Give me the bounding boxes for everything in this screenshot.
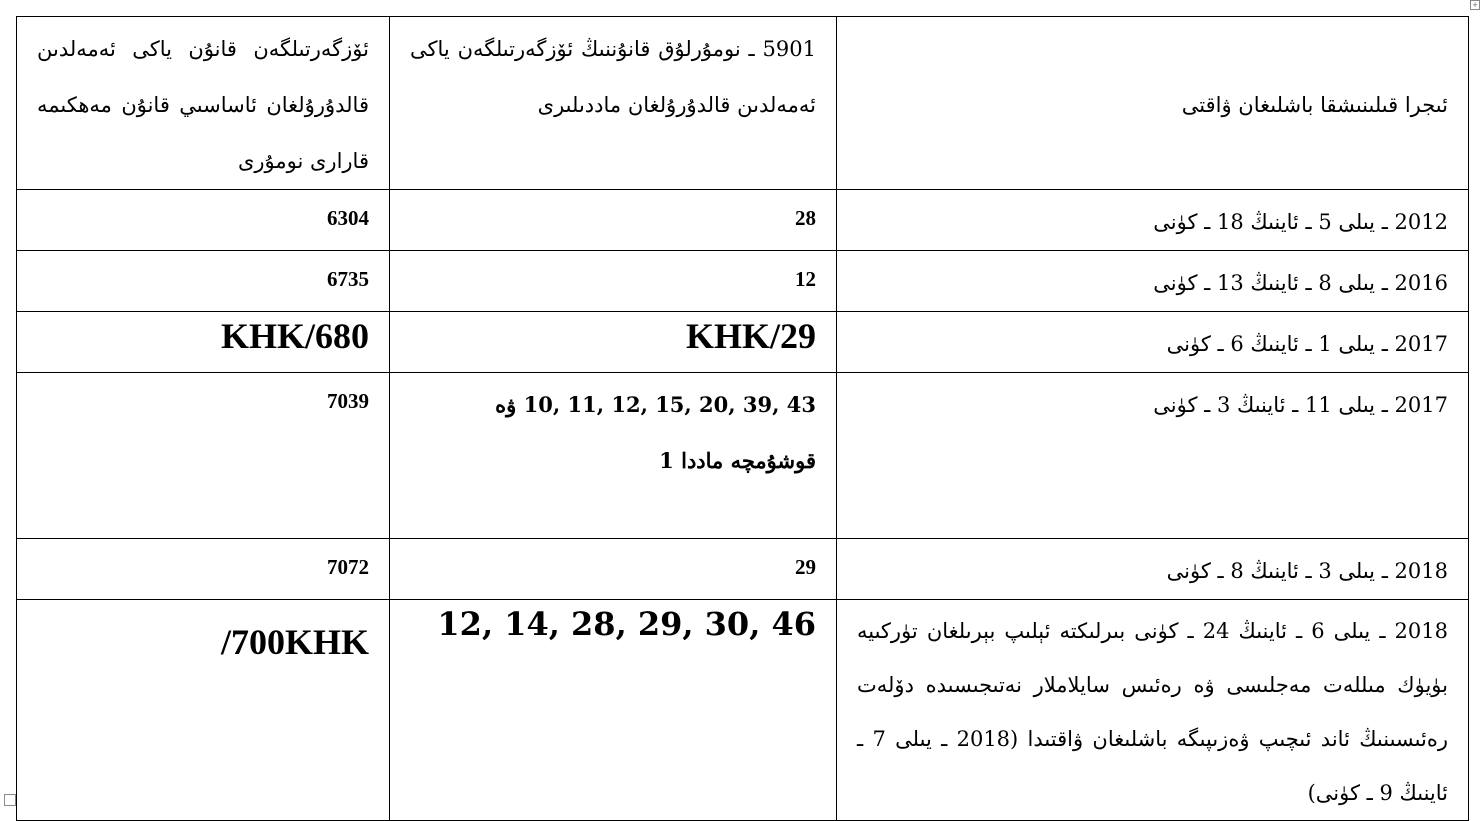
cell-law-number: 7072 (17, 539, 390, 600)
cell-law-number: 7039 (17, 373, 390, 539)
header-effective-date: ئىجرا قىلىنىشقا باشلىغان ۋاقتى (837, 17, 1469, 190)
table-row (17, 373, 1469, 539)
cell-law-number: 6735 (17, 251, 390, 312)
amendments-table (16, 16, 1469, 821)
cell-articles: 46 ,30 ,29 ,28 ,14 ,12 (390, 600, 837, 821)
cell-law-number: 6304 (17, 190, 390, 251)
cell-articles: 28 (390, 190, 837, 251)
cell-articles: 43 ,39 ,20 ,15 ,12 ,11 ,10 ۋە قوشۇمچە ماددا 1 (390, 373, 837, 539)
header-amending-law-number: ئۆزگەرتىلگەن قانۇن ياكى ئەمەلدىن قالدۇرۇلغان ئاساسىي قانۇن مەھكىمە قارارى نومۇرى (17, 17, 390, 190)
cell-articles: KHK/29 (390, 312, 837, 373)
table-row (17, 251, 1469, 312)
table-row (17, 539, 1469, 600)
table-row (17, 600, 1469, 821)
cell-date: 2018 ـ يىلى 3 ـ ئاينىڭ 8 ـ كۈنى (837, 539, 1469, 600)
table-move-handle-icon[interactable]: + (1470, 0, 1480, 10)
paragraph-end-mark (4, 794, 16, 806)
cell-date: 2012 ـ يىلى 5 ـ ئاينىڭ 18 ـ كۈنى (837, 190, 1469, 251)
table-row (17, 190, 1469, 251)
header-amended-articles: 5901 ـ نومۇرلۇق قانۇننىڭ ئۆزگەرتىلگەن ياكى ئەمەلدىن قالدۇرۇلغان ماددىلىرى (390, 17, 837, 190)
cell-law-number: 700KHK/ (17, 600, 390, 821)
cell-date: 2017 ـ يىلى 1 ـ ئاينىڭ 6 ـ كۈنى (837, 312, 1469, 373)
cell-date: 2016 ـ يىلى 8 ـ ئاينىڭ 13 ـ كۈنى (837, 251, 1469, 312)
cell-date: 2018 ـ يىلى 6 ـ ئاينىڭ 24 ـ كۈنى بىرلىكتە ئېلىپ بېرىلغان تۈركىيە بۈيۈك مىللەت مەجلىسى ۋە رەئىس سايلاملار نەتىجىسىدە دۆلەت رەئىسىنىڭ ئاند ئىچىپ ۋەزىپىگە باشلىغان ۋاقتىدا (2018 ـ يىلى 7 ـ ئاينىڭ 9 ـ كۈنى) (837, 600, 1469, 821)
cell-law-number: KHK/680 (17, 312, 390, 373)
cell-date: 2017 ـ يىلى 11 ـ ئاينىڭ 3 ـ كۈنى (837, 373, 1469, 539)
cell-articles: 29 (390, 539, 837, 600)
table-row (17, 312, 1469, 373)
table-header-row (17, 17, 1469, 190)
cell-articles: 12 (390, 251, 837, 312)
